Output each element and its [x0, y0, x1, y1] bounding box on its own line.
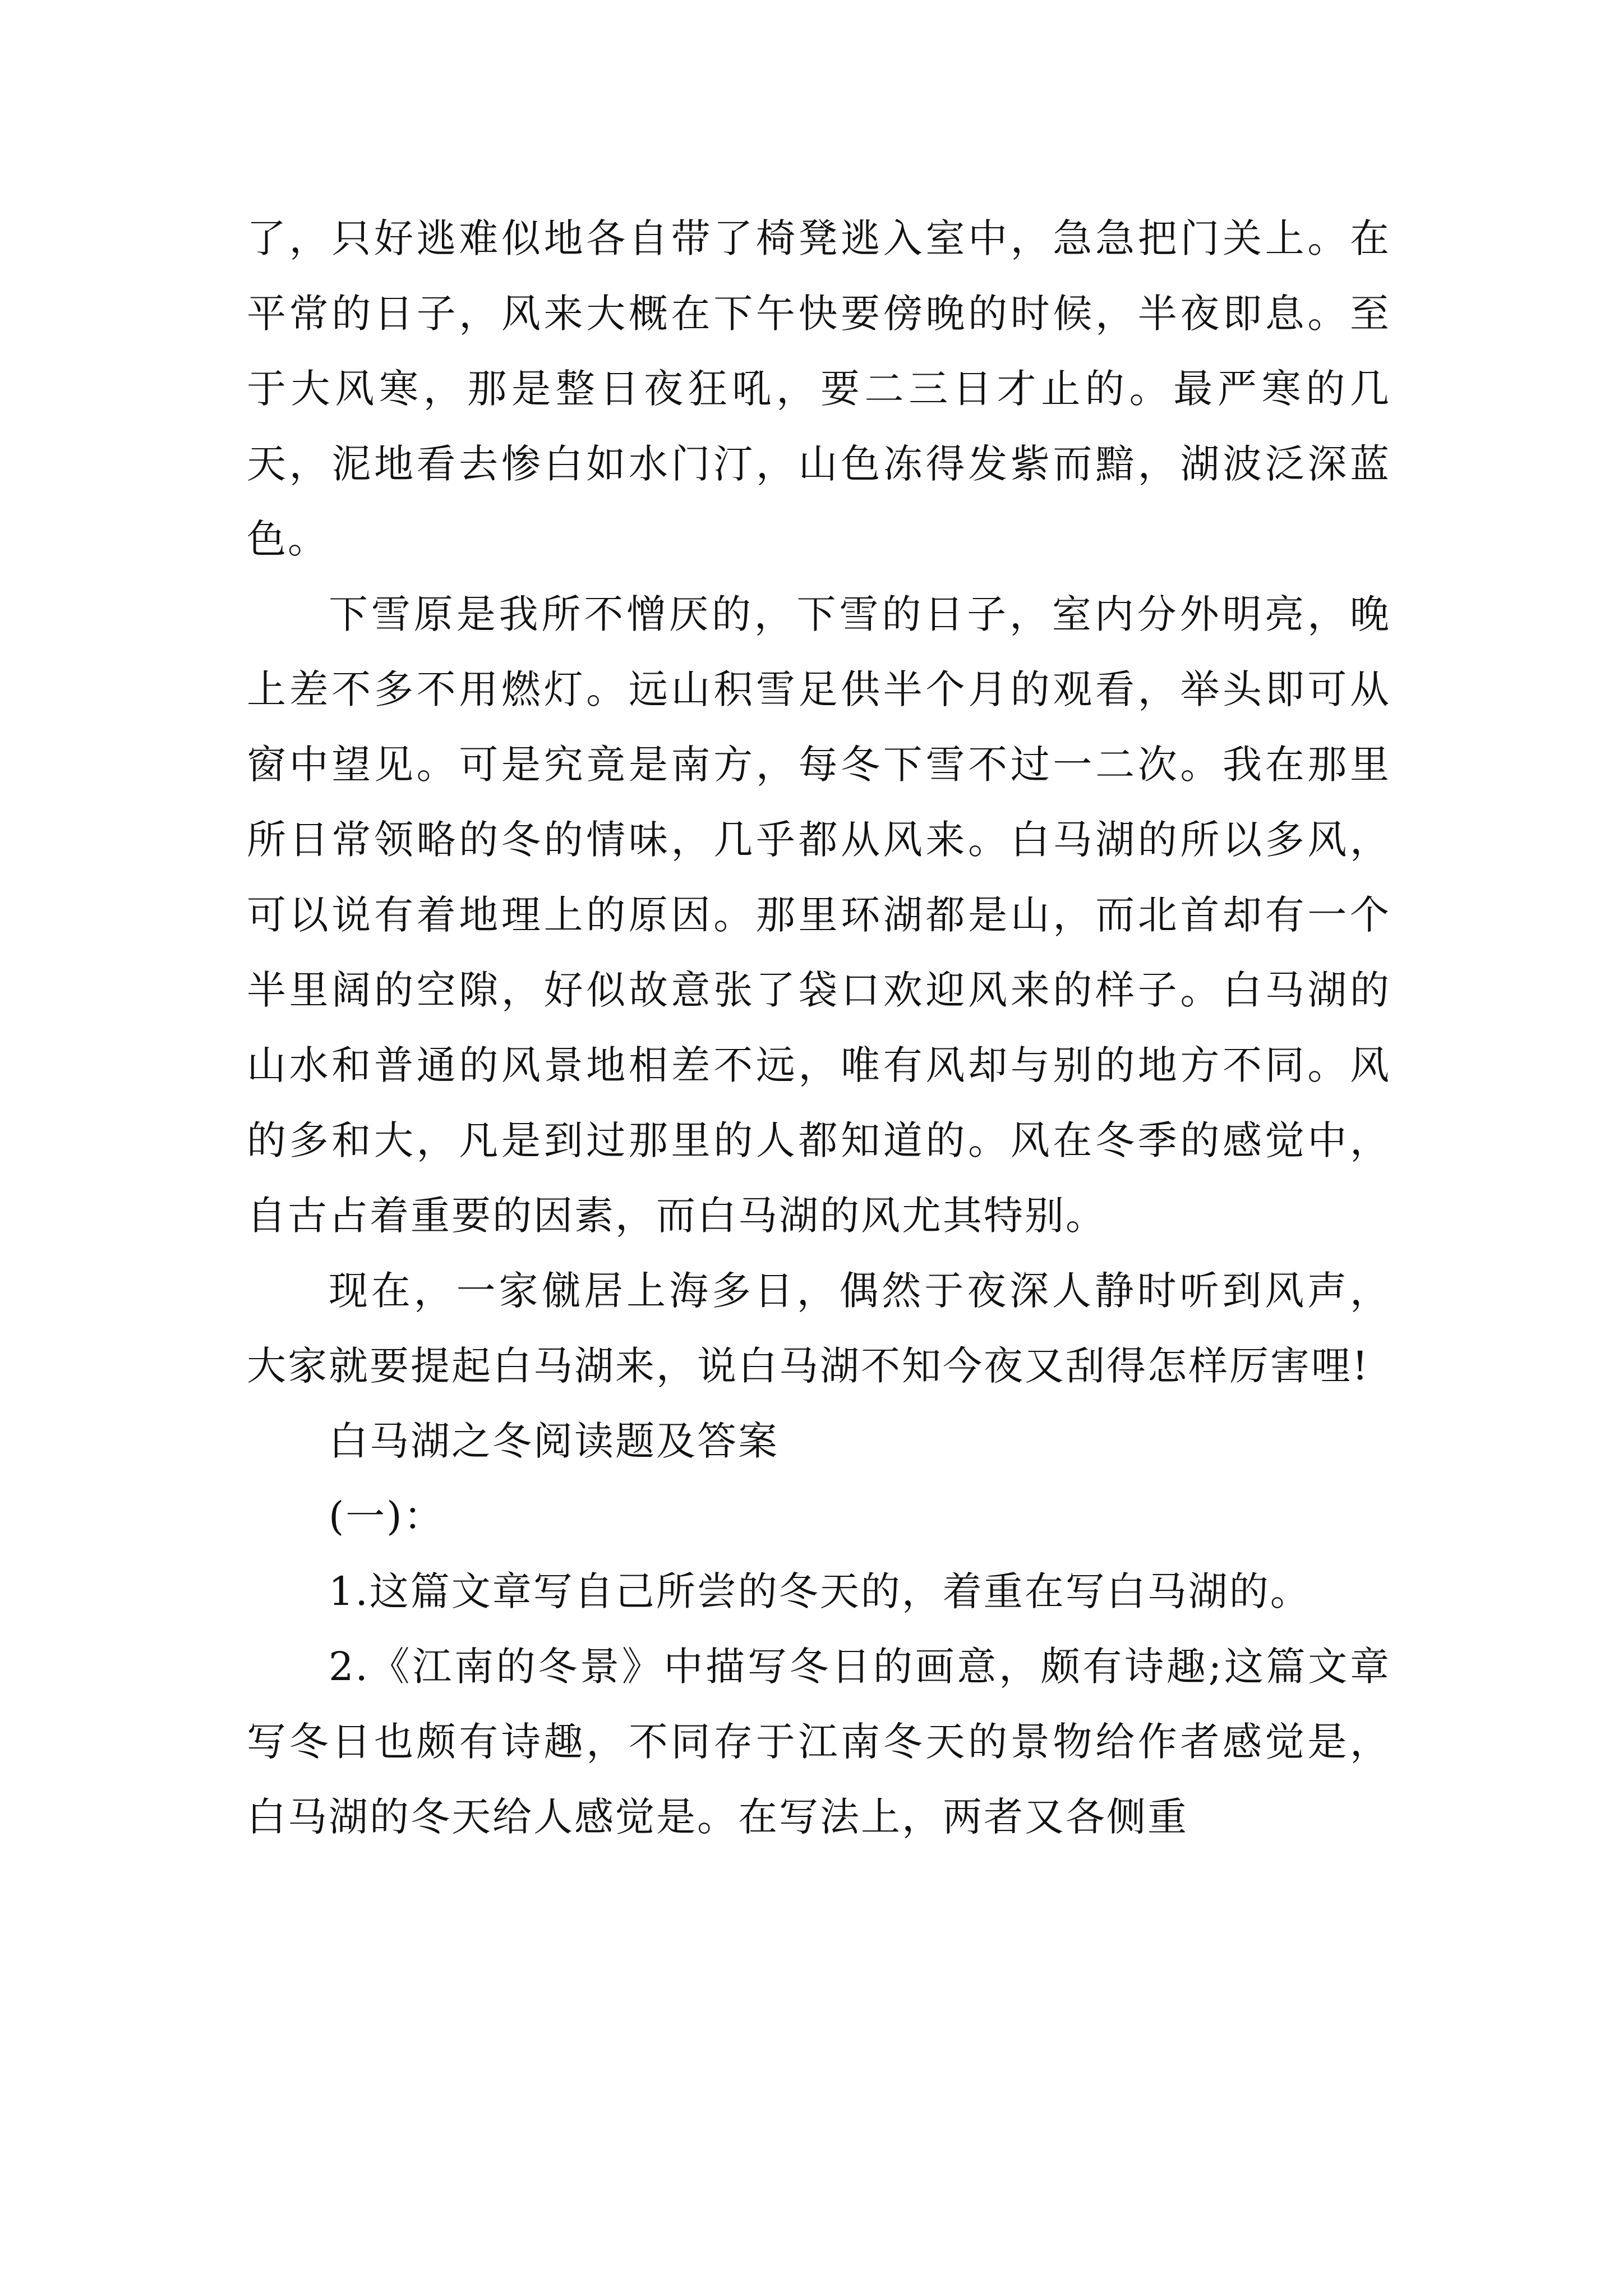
document-body: [247, 201, 1391, 1855]
question-2: 2.《江南的冬景》中描写冬日的画意，颇有诗趣;这篇文章写冬日也颇有诗趣，不同存于江南冬天的景物给作者感觉是，白马湖的冬天给人感觉是。在写法上，两者又各侧重: [247, 1644, 1391, 1840]
section-heading: 白马湖之冬阅读题及答案: [329, 1418, 779, 1464]
paragraph-3: 现在，一家僦居上海多日，偶然于夜深人静时听到风声，大家就要提起白马湖来，说白马湖不知今夜又刮得怎样厉害哩!: [247, 1268, 1391, 1389]
section-number: (一)：: [329, 1493, 445, 1539]
paragraph-2: 下雪原是我所不憎厌的，下雪的日子，室内分外明亮，晚上差不多不用燃灯。远山积雪足供半个月的观看，举头即可从窗中望见。可是究竟是南方，每冬下雪不过一二次。我在那里所日常领略的冬的情味，几乎都从风来。白马湖的所以多风，可以说有着地理上的原因。那里环湖都是山，而北首却有一个半里阔的空隙，好似故意张了袋口欢迎风来的样子。白马湖的山水和普通的风景地相差不远，唯有风却与别的地方不同。风的多和大，凡是到过那里的人都知道的。风在冬季的感觉中，自古占着重要的因素，而白马湖的风尤其特别。: [247, 591, 1391, 1239]
question-1: 1.这篇文章写自己所尝的冬天的，着重在写白马湖的。: [329, 1568, 1311, 1614]
paragraph-1: 了，只好逃难似地各自带了椅凳逃入室中，急急把门关上。在平常的日子，风来大概在下午快要傍晚的时候，半夜即息。至于大风寒，那是整日夜狂吼，要二三日才止的。最严寒的几天，泥地看去惨白如水门汀，山色冻得发紫而黯，湖波泛深蓝色。: [247, 215, 1391, 562]
